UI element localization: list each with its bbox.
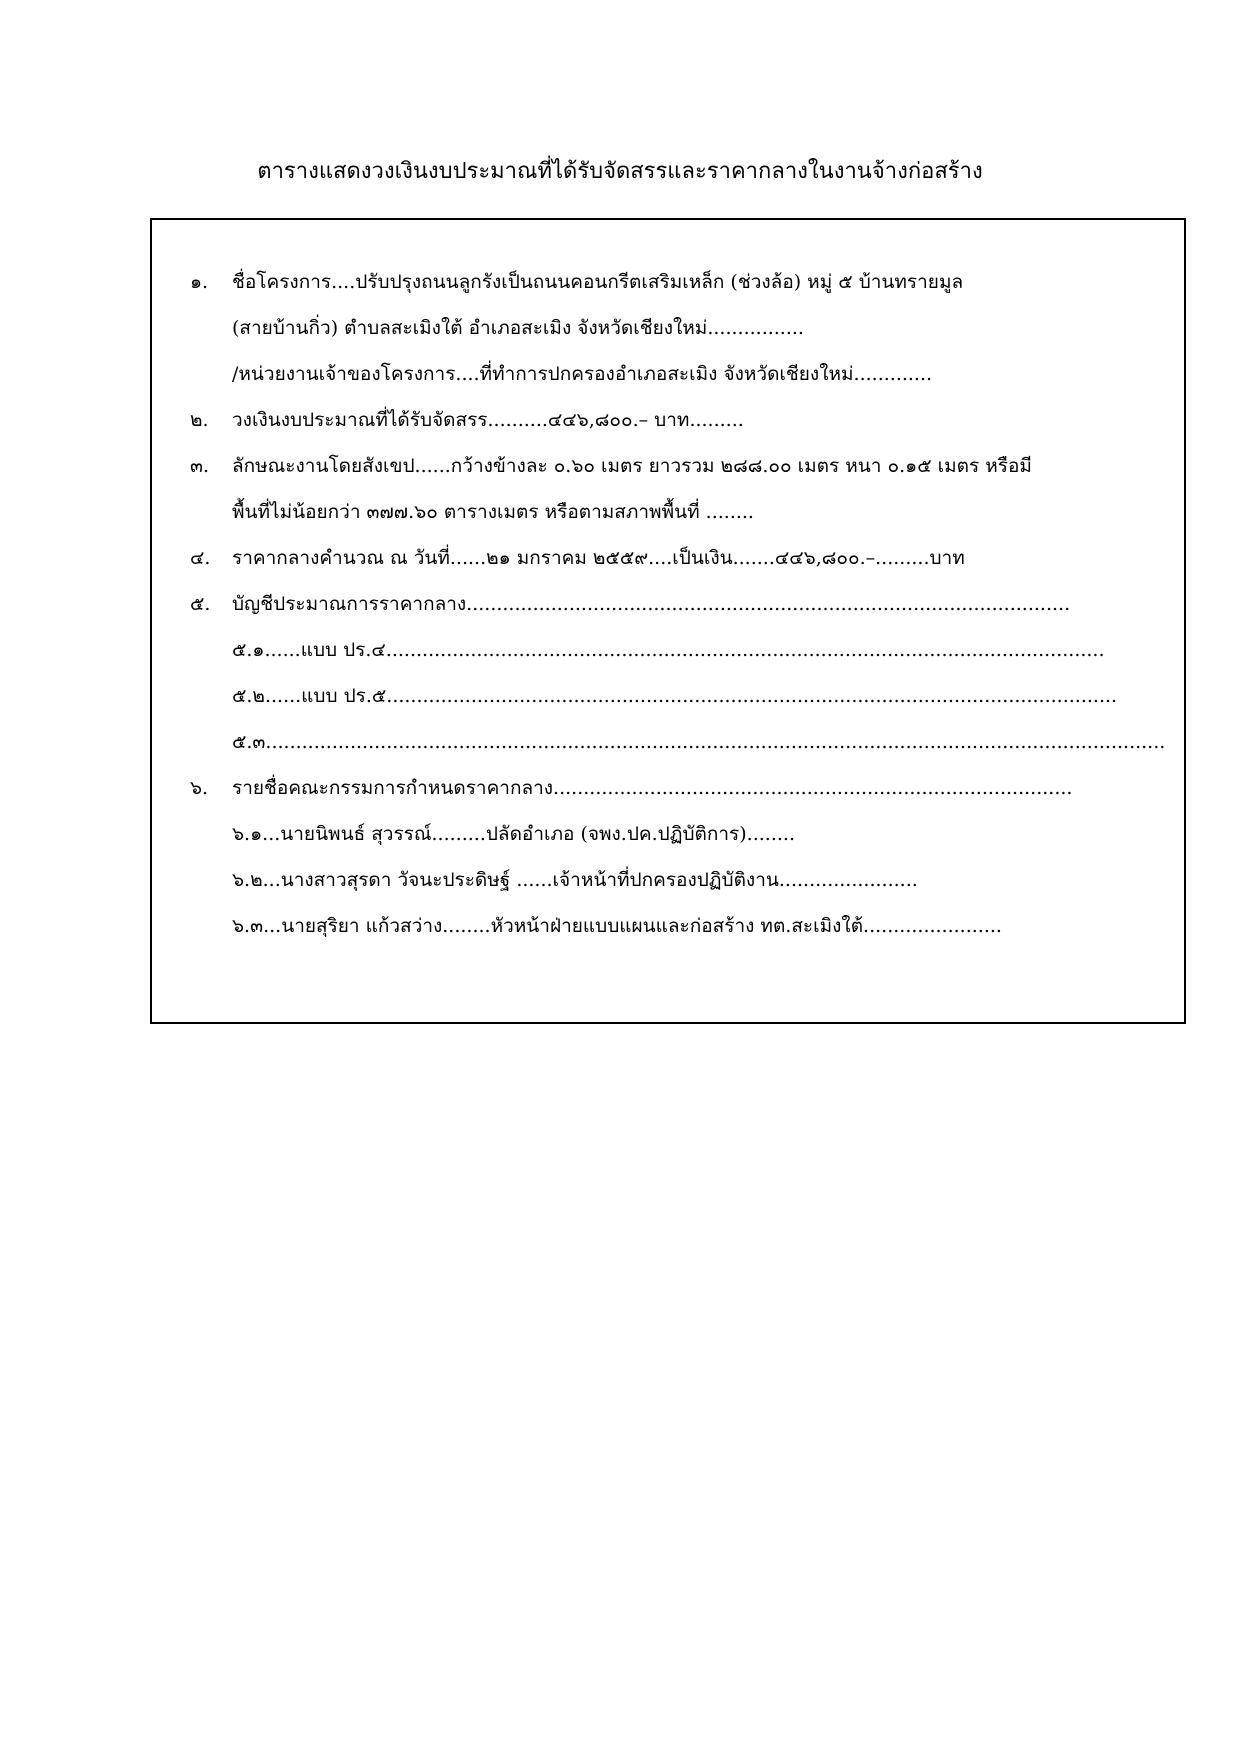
item-1-number: ๑. (190, 271, 209, 293)
item-3-line-1 (190, 446, 1180, 486)
item-5-sub-1 (232, 630, 1105, 670)
item-2-text-1: วงเงินงบประมาณที่ได้รับจัดสรร..........๔๔๖,๘๐๐.– บาท......... (232, 409, 744, 431)
item-6-line-1 (190, 768, 1073, 808)
item-6-sub-1 (232, 814, 1180, 854)
item-5-text-1: บัญชีประมาณการราคากลาง.................................................................................................... (232, 593, 1071, 615)
item-1-text-3: /หน่วยงานเจ้าของโครงการ....ที่ทำการปกครองอำเภอสะเมิง จังหวัดเชียงใหม่............. (232, 363, 933, 385)
item-1-text-2: (สายบ้านกิ่ว) ตำบลสะเมิงใต้ อำเภอสะเมิง จังหวัดเชียงใหม่................ (232, 317, 804, 339)
item-6-sub-2-text: ๖.๒...นางสาวสุรดา วัจนะประดิษฐ์ ......เจ้าหน้าที่ปกครองปฏิบัติงาน....................... (232, 869, 918, 891)
item-5-line-1 (190, 584, 1071, 624)
item-6-text-1: รายชื่อคณะกรรมการกำหนดราคากลาง...................................................................................... (232, 777, 1073, 799)
document-title: ตารางแสดงวงเงินงบประมาณที่ได้รับจัดสรรและราคากลางในงานจ้างก่อสร้าง (257, 159, 983, 184)
item-2-line-1 (190, 400, 1180, 440)
item-1-text-1: ชื่อโครงการ....ปรับปรุงถนนลูกรังเป็นถนนคอนกรีตเสริมเหล็ก (ช่วงล้อ) หมู่ ๕ บ้านทรายมูล (232, 271, 964, 293)
item-6-sub-1-text: ๖.๑...นายนิพนธ์ สุวรรณ์.........ปลัดอำเภอ (จพง.ปค.ปฏิบัติการ)........ (232, 823, 795, 845)
item-3-number: ๓. (190, 455, 210, 477)
item-5-sub-1-text: ๕.๑......แบบ ปร.๔....................................................................................................................... (232, 639, 1105, 661)
item-5-sub-2-text: ๕.๒......แบบ ปร.๕......................................................................................................................... (232, 685, 1118, 707)
item-1-line-1 (190, 262, 1180, 302)
item-5-sub-3-text: ๕.๓..................................................................................................................................................... (232, 731, 1166, 753)
item-4-line-1 (190, 538, 1180, 578)
item-2-number: ๒. (190, 409, 209, 431)
item-6-sub-2 (232, 860, 1180, 900)
item-1-line-3 (232, 354, 1180, 394)
item-5-sub-2 (232, 676, 1118, 716)
item-6-sub-3 (232, 906, 1180, 946)
item-4-text-1: ราคากลางคำนวณ ณ วันที่......๒๑ มกราคม ๒๕๕๙....เป็นเงิน.......๔๔๖,๘๐๐.–.........บาท (232, 547, 965, 569)
item-4-number: ๔. (190, 547, 211, 569)
item-5-number: ๕. (190, 593, 211, 615)
item-5-sub-3 (232, 722, 1166, 762)
item-3-text-2: พื้นที่ไม่น้อยกว่า ๓๗๗.๖๐ ตารางเมตร หรือตามสภาพพื้นที่ ........ (232, 501, 754, 523)
item-3-line-2 (232, 492, 1180, 532)
item-3-text-1: ลักษณะงานโดยสังเขป......กว้างข้างละ ๐.๖๐ เมตร ยาวรวม ๒๘๘.๐๐ เมตร หนา ๐.๑๕ เมตร หรือมี (232, 455, 1032, 477)
item-6-sub-3-text: ๖.๓...นายสุริยา แก้วสว่าง........หัวหน้าฝ่ายแบบแผนและก่อสร้าง ทต.สะเมิงใต้....................... (232, 915, 1002, 937)
item-1-line-2 (232, 308, 1180, 348)
item-6-number: ๖. (190, 777, 209, 799)
